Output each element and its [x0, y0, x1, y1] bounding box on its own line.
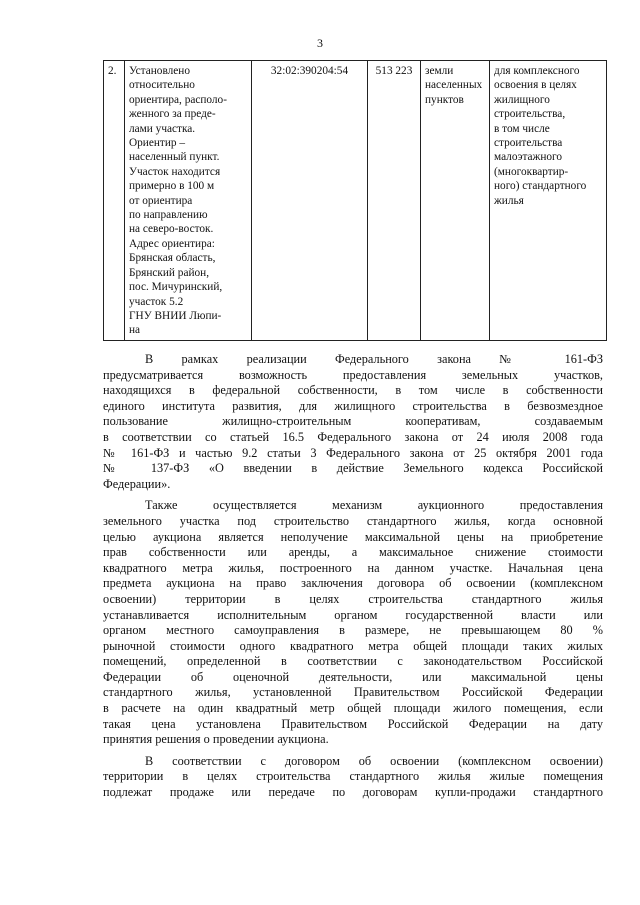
description-line: от ориентира — [129, 194, 193, 207]
text-line: такая цена установлена Правительством Российской Федерации на дату — [103, 716, 603, 731]
text-line: В рамках реализации Федерального закона № 161-ФЗ — [145, 352, 603, 366]
permitted-use-line: строительства — [494, 137, 563, 150]
description-line: населенный пункт. — [129, 151, 220, 164]
text-line: предмета аукциона на право заключения договора об освоении (комплексном — [103, 576, 603, 591]
description-line: Брянский район, — [129, 266, 210, 279]
paragraph — [103, 754, 603, 801]
text-line: Федерации об оценочной деятельности, или максимальной цены — [103, 669, 603, 684]
description-line: по направлению — [129, 209, 208, 222]
description-line: относительно — [129, 79, 195, 92]
text-line: в расчете на один квадратный метр общей площади жилого помещения, если — [103, 701, 603, 716]
permitted-use-line: малоэтажного — [494, 151, 563, 164]
description-line: женного за преде- — [129, 108, 216, 121]
text-line: принятия решения о проведении аукциона. — [103, 732, 329, 747]
table-row — [104, 61, 607, 341]
text-line: Федерации». — [103, 476, 171, 491]
text-line: В соответствии с договором об освоении (комплексном освоении) — [145, 753, 603, 768]
text-line: рыночной стоимости одного квадратного метра общей площади таких жилых — [103, 638, 603, 653]
description-line: Адрес ориентира: — [129, 237, 215, 250]
land-plot-table — [103, 60, 607, 341]
text-line: целью аукциона является неполучение максимальной цены на приобретение — [103, 529, 603, 544]
permitted-use-cell — [490, 61, 607, 341]
text-line: территории в целях строительства стандартного жилья жилые помещения — [103, 769, 603, 784]
permitted-use-line: в том числе — [494, 122, 550, 135]
text-line: находящихся в федеральной собственности, в том числе в собственности — [103, 383, 603, 398]
row-number-cell: 2. — [104, 61, 125, 341]
description-line: лами участка. — [129, 122, 196, 135]
text-line: квадратного метра жилья, построенного на данном участке. Начальная цена — [103, 560, 603, 575]
description-line: ориентира, располо- — [129, 93, 227, 106]
paragraph — [103, 498, 603, 748]
text-line: земельного участка под строительство стандартного жилья, когда основной — [103, 513, 603, 528]
location-description-cell — [125, 61, 252, 341]
category-line: пунктов — [425, 93, 464, 106]
category-line: земли — [425, 65, 454, 77]
description-line: ГНУ ВНИИ Люпи- — [129, 309, 222, 322]
text-line: Также осуществляется механизм аукционного предоставления — [145, 498, 603, 513]
text-line: единого института развития, для жилищного строительства в безвозмездное — [103, 398, 603, 413]
description-line: Участок находится — [129, 165, 221, 178]
text-line: органом местного самоуправления в размере, не превышающем 80 % — [103, 623, 603, 638]
text-line: № 161-ФЗ и частью 9.2 статьи 3 Федерального закона от 25 октября 2001 года — [103, 445, 603, 460]
description-line: Ориентир – — [129, 137, 186, 150]
text-line: устанавливается исполнительным органом государственной власти или — [103, 607, 603, 622]
text-line: пользование жилищно-строительным кооперативам, создаваемым — [103, 414, 603, 429]
permitted-use-line: жилья — [494, 194, 524, 207]
description-line: примерно в 100 м — [129, 180, 215, 193]
permitted-use-line: освоения в целях — [494, 79, 577, 92]
description-line: Брянская область, — [129, 252, 216, 265]
text-line: в соответствии со статьей 16.5 Федерального закона от 24 июля 2008 года — [103, 429, 603, 444]
permitted-use-line: жилищного — [494, 93, 550, 106]
text-line: предусматривается возможность предоставления земельных участков, — [103, 367, 603, 382]
permitted-use-line: (многоквартир- — [494, 165, 569, 178]
description-line: пос. Мичуринский, — [129, 281, 223, 294]
paragraph — [103, 352, 603, 492]
description-line: на — [129, 324, 141, 337]
text-line: подлежат продаже или передаче по договорам купли-продажи стандартного — [103, 785, 603, 800]
permitted-use-line: ного) стандартного — [494, 180, 587, 193]
text-line: № 137-ФЗ «О введении в действие Земельного кодекса Российской — [103, 461, 603, 476]
text-line: прав собственности или аренды, а максимальное снижение стоимости — [103, 545, 603, 560]
text-line: освоении) территории в целях строительства стандартного жилья — [103, 591, 603, 606]
cadastral-number-cell: 32:02:390204:54 — [252, 61, 368, 341]
description-line: Установлено — [129, 65, 190, 77]
permitted-use-line: строительства, — [494, 108, 566, 121]
text-line: стандартного жилья, установленной Правительством Российской Федерации — [103, 685, 603, 700]
description-line: на северо-восток. — [129, 223, 214, 236]
description-line: участок 5.2 — [129, 295, 184, 308]
text-line: помещений, определенной в соответствии с законодательством Российской — [103, 654, 603, 669]
page-number: 3 — [317, 36, 323, 50]
area-cell: 513 223 — [368, 61, 421, 341]
land-category-cell — [421, 61, 490, 341]
category-line: населенных — [425, 79, 483, 92]
body-text — [103, 352, 603, 801]
permitted-use-line: для комплексного — [494, 65, 580, 77]
